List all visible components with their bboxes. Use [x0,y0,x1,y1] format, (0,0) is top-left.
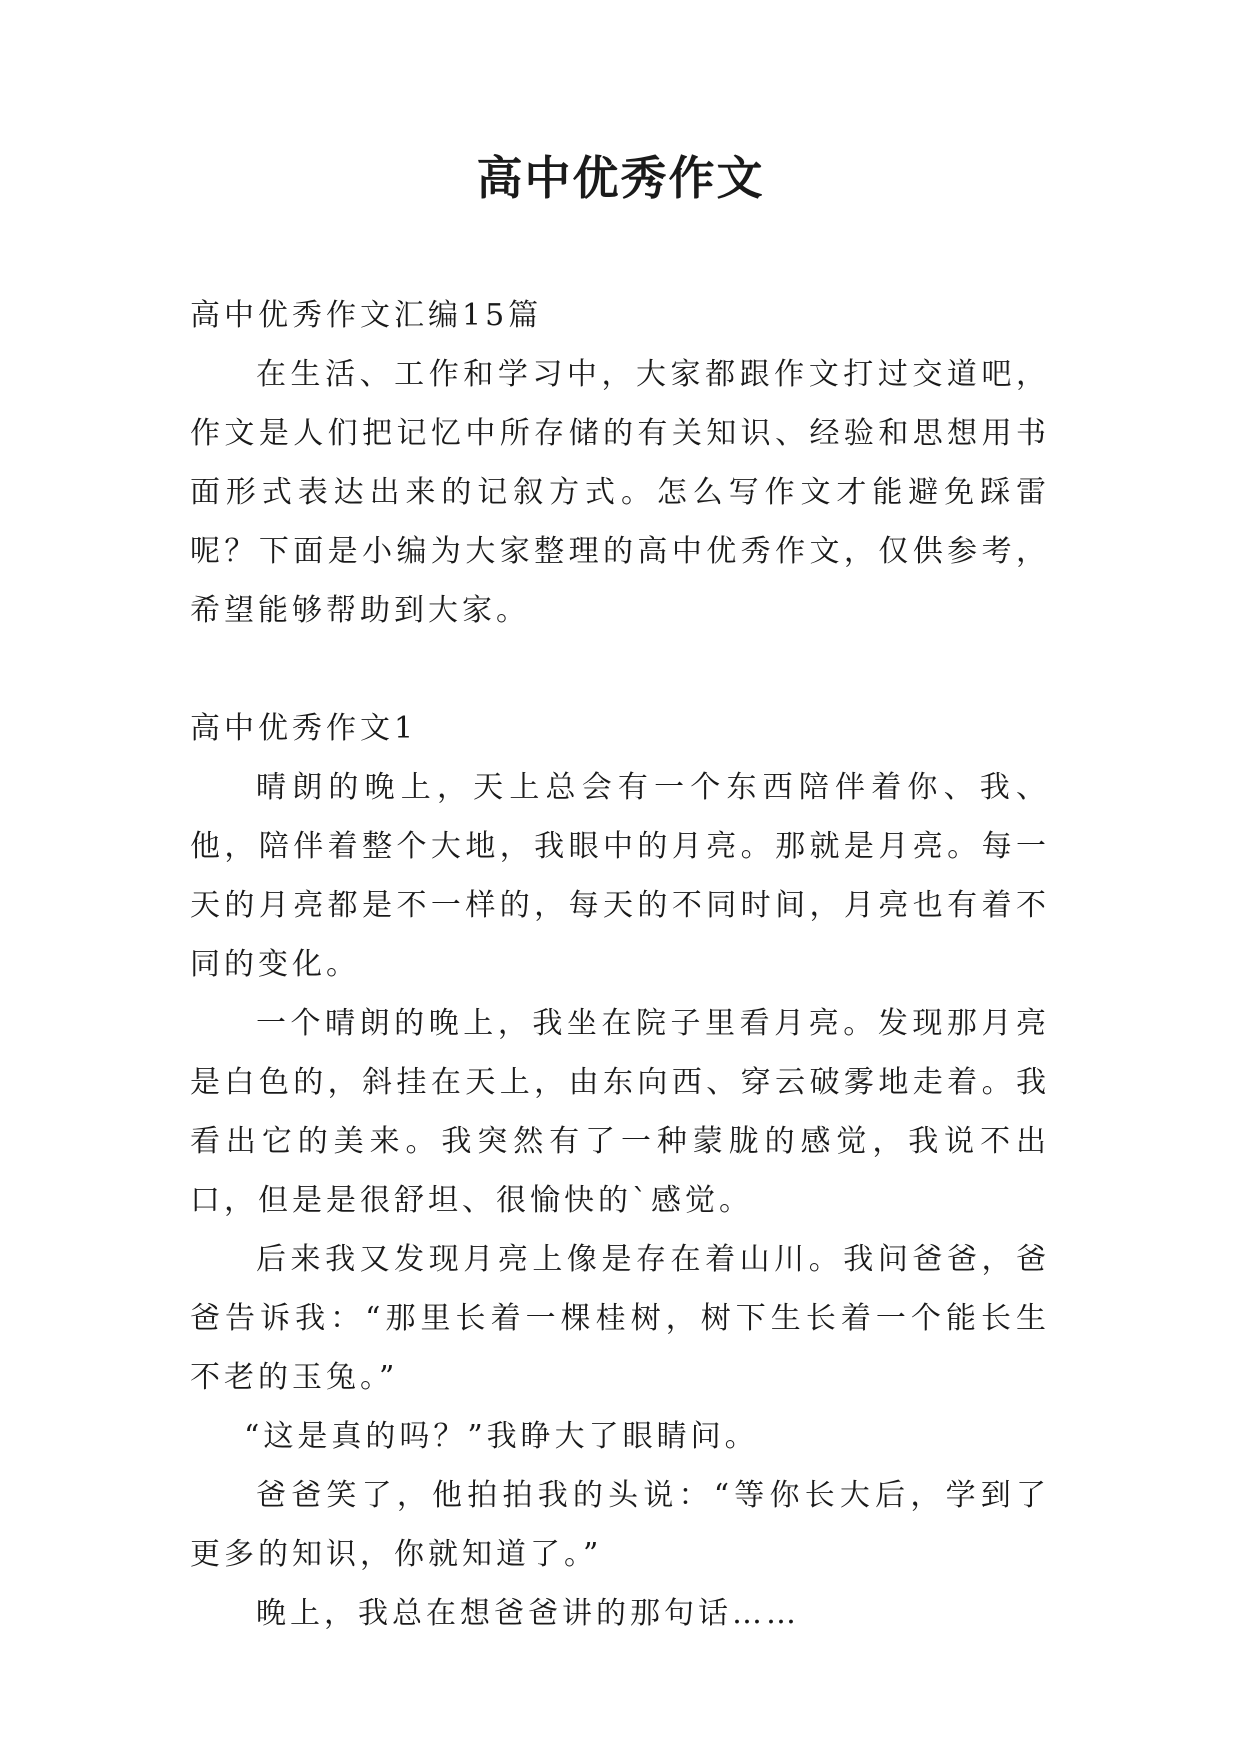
body-paragraph: 爸爸笑了，他拍拍我的头说：“等你长大后，学到了更多的知识，你就知道了。” [190,1478,1050,1572]
body-paragraph: 一个晴朗的晚上，我坐在院子里看月亮。发现那月亮是白色的，斜挂在天上，由东向西、穿云破雾地走着。我看出它的美来。我突然有了一种蒙胧的感觉，我说不出口，但是是很舒坦、很愉快的`感觉。 [190,1006,1050,1218]
intro-paragraph: 在生活、工作和学习中，大家都跟作文打过交道吧，作文是人们把记忆中所存储的有关知识、经验和思想用书面形式表达出来的记叙方式。怎么写作文才能避免踩雷呢？下面是小编为大家整理的高中优秀作文，仅供参考，希望能够帮助到大家。 [190,357,1050,628]
collection-subtitle: 高中优秀作文汇编15篇 [190,298,543,333]
body-paragraph: 晴朗的晚上，天上总会有一个东西陪伴着你、我、他，陪伴着整个大地，我眼中的月亮。那就是月亮。每一天的月亮都是不一样的，每天的不同时间，月亮也有着不同的变化。 [190,770,1050,982]
document-body [190,286,1050,1643]
body-paragraph: 晚上，我总在想爸爸讲的那句话…… [256,1596,800,1631]
body-paragraph: “这是真的吗？”我睁大了眼睛问。 [244,1419,759,1454]
section-spacer [190,640,1050,699]
section-heading: 高中优秀作文1 [190,711,418,746]
document-title: 高中优秀作文 [476,151,765,205]
body-paragraph: 后来我又发现月亮上像是存在着山川。我问爸爸，爸爸告诉我：“那里长着一棵桂树，树下生长着一个能长生不老的玉兔。” [190,1242,1050,1395]
